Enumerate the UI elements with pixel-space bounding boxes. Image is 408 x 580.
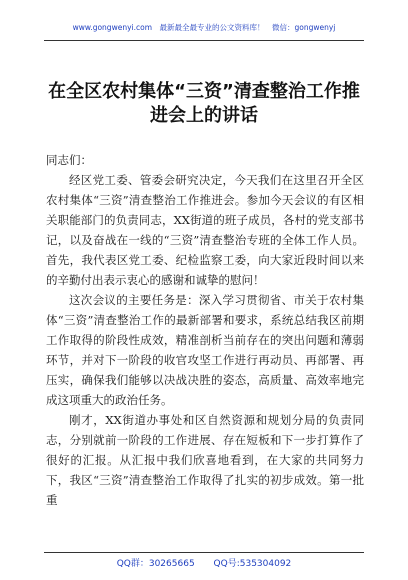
footer-divider bbox=[44, 552, 364, 553]
title-line-2: 进会上的讲话 bbox=[150, 105, 258, 126]
document-body bbox=[46, 150, 364, 510]
paragraph: 经区党工委、管委会研究决定，今天我们在这里召开全区农村集体“三资”清查整治工作推进会。参加今天会议的有区相关职能部门的负责同志，XX街道的班子成员，各村的党支部书记，以及奋战在一线的“三资”清查整治专班的全体工作人员。首先，我代表区党工委、纪检监察工委，向大家近段时间以来的辛勤付出表示衷心的感谢和诚挚的慰问！ bbox=[46, 173, 364, 287]
header-divider bbox=[44, 40, 364, 41]
paragraph: 这次会议的主要任务是：深入学习贯彻省、市关于农村集体“三资”清查整治工作的最新部署和要求，系统总结我区前期工作取得的阶段性成效，精准剖析当前存在的突出问题和薄弱环节，并对下一阶段的收官攻坚工作进行再动员、再部署、再压实，确保我们能够以决战决胜的姿态，高质量、高效率地完成这项重大的政治任务。 bbox=[46, 293, 364, 407]
qq-number: QQ号:535304092 bbox=[213, 559, 292, 569]
page-header: www.gongwenyi.com 最新最全最专业的公文资料库！ 微信：gongwenyj bbox=[72, 23, 336, 32]
paragraph: 刚才，XX街道办事处和区自然资源和规划分局的负责同志，分别就前一阶段的工作进展、存在短板和下一步打算作了很好的汇报。从汇报中我们欣喜地看到，在大家的共同努力下，我区“三资”清查整治工作取得了扎实的初步成效。第一批重 bbox=[46, 413, 364, 507]
greeting: 同志们： bbox=[46, 153, 92, 167]
page-footer bbox=[0, 556, 408, 569]
document-title bbox=[40, 80, 368, 128]
title-line-1: 在全区农村集体“三资”清查整治工作推 bbox=[48, 81, 360, 102]
qq-group: QQ群：30265665 bbox=[116, 559, 195, 569]
